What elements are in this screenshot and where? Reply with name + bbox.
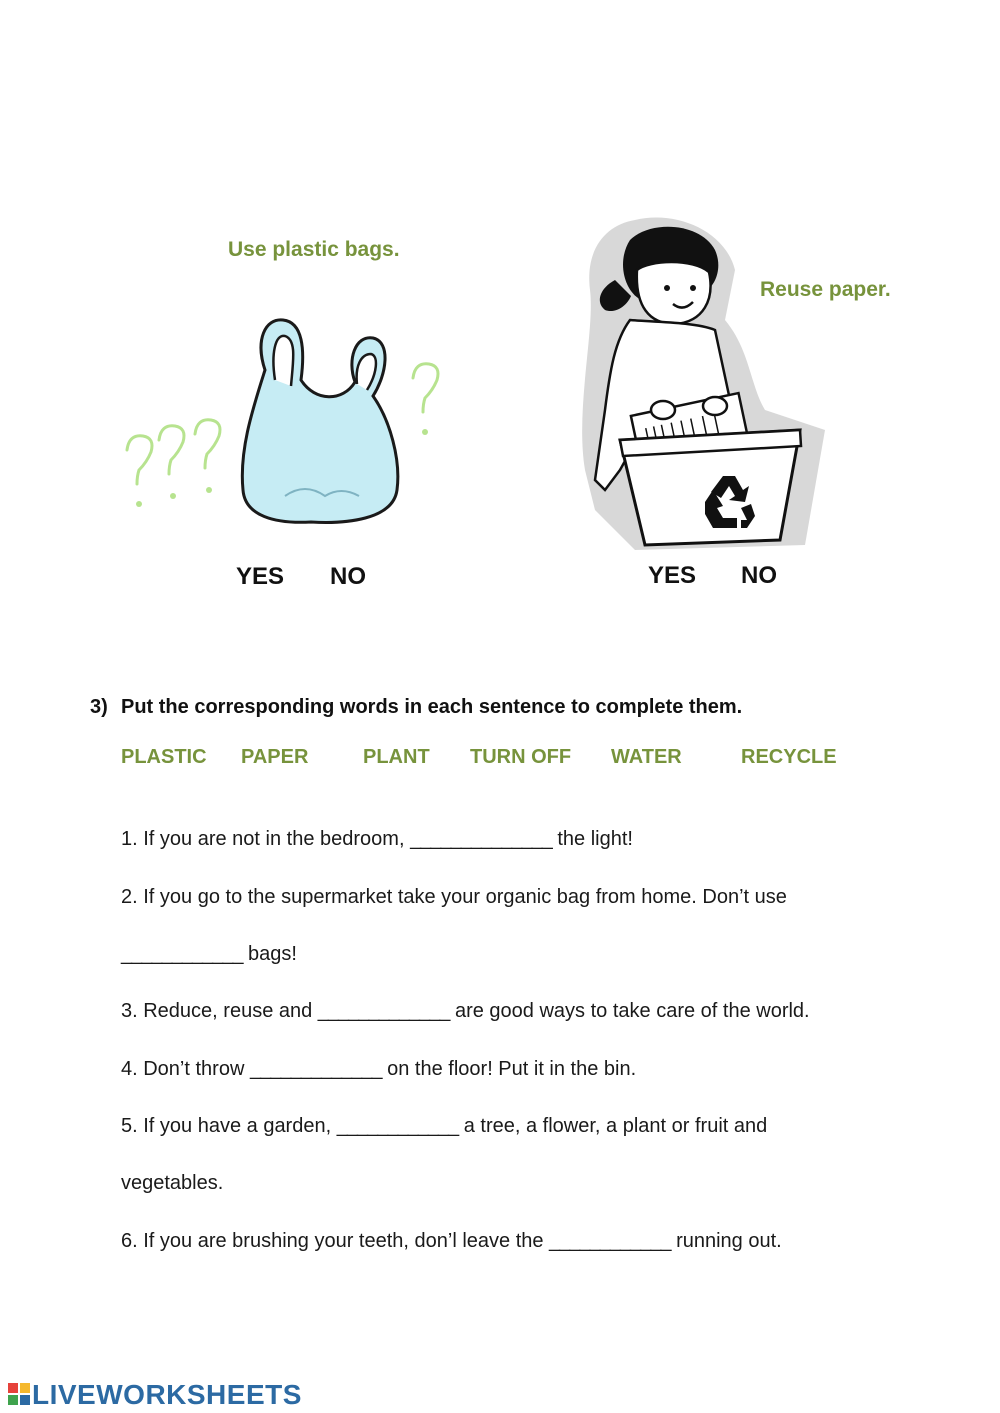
word-bank-item: TURN OFF xyxy=(470,746,572,768)
caption-plastic-bags: Use plastic bags. xyxy=(228,238,400,261)
word-bank-item: PAPER xyxy=(241,746,309,768)
liveworksheets-grid-icon xyxy=(8,1383,30,1405)
girl-recycling-illustration xyxy=(575,210,835,555)
sentence-text: 5. If you have a garden, xyxy=(121,1115,337,1137)
word-bank-item: PLANT xyxy=(363,746,430,768)
sentence-text: a tree, a flower, a plant or fruit and xyxy=(458,1115,768,1137)
answer-blank[interactable]: _____________ xyxy=(249,1058,382,1080)
yes-option-1[interactable]: YES xyxy=(236,563,285,590)
caption-reuse-paper: Reuse paper. xyxy=(760,278,891,301)
sentence-6 xyxy=(121,1230,782,1253)
answer-blank[interactable]: ____________ xyxy=(121,943,243,965)
yes-option-2[interactable]: YES xyxy=(648,562,697,589)
no-option-2[interactable]: NO xyxy=(741,562,777,589)
sentence-2 xyxy=(121,886,787,909)
answer-blank[interactable]: ____________ xyxy=(336,1115,459,1137)
sentence-text: 6. If you are brushing your teeth, don’l leave the xyxy=(121,1230,550,1252)
answer-blank[interactable]: _____________ xyxy=(317,1000,450,1022)
sentence-text: 4. Don’t throw xyxy=(121,1058,250,1080)
sentence-text: 1. If you are not in the bedroom, xyxy=(121,828,411,850)
sentence-text: vegetables. xyxy=(121,1172,224,1194)
sentence-5-continued xyxy=(121,1172,223,1195)
answer-blank[interactable]: ______________ xyxy=(410,828,552,850)
sentence-text: are good ways to take care of the world. xyxy=(449,1000,810,1022)
answer-blank[interactable]: ____________ xyxy=(549,1230,671,1252)
sentence-text: bags! xyxy=(242,943,297,965)
word-bank-item: PLASTIC xyxy=(121,746,207,768)
liveworksheets-logo[interactable]: LIVEWORKSHEETS xyxy=(32,1379,302,1410)
sentence-text: on the floor! Put it in the bin. xyxy=(381,1058,637,1080)
sentence-5 xyxy=(121,1115,767,1138)
sentence-3 xyxy=(121,1000,810,1023)
sentence-text: running out. xyxy=(670,1230,782,1252)
sentence-4 xyxy=(121,1058,636,1081)
word-bank-item: WATER xyxy=(611,746,682,768)
section-number: 3) xyxy=(90,696,108,718)
sentence-1 xyxy=(121,828,633,851)
sentence-text: 2. If you go to the supermarket take your organic bag from home. Don’t use xyxy=(121,886,787,908)
section-instruction: Put the corresponding words in each sentence to complete them. xyxy=(121,696,743,718)
sentence-2-continued xyxy=(121,943,297,966)
no-option-1[interactable]: NO xyxy=(330,563,366,590)
sentence-text: 3. Reduce, reuse and xyxy=(121,1000,318,1022)
sentence-text: the light! xyxy=(551,828,633,850)
plastic-bag-illustration xyxy=(115,310,455,540)
word-bank-item: RECYCLE xyxy=(741,746,837,768)
